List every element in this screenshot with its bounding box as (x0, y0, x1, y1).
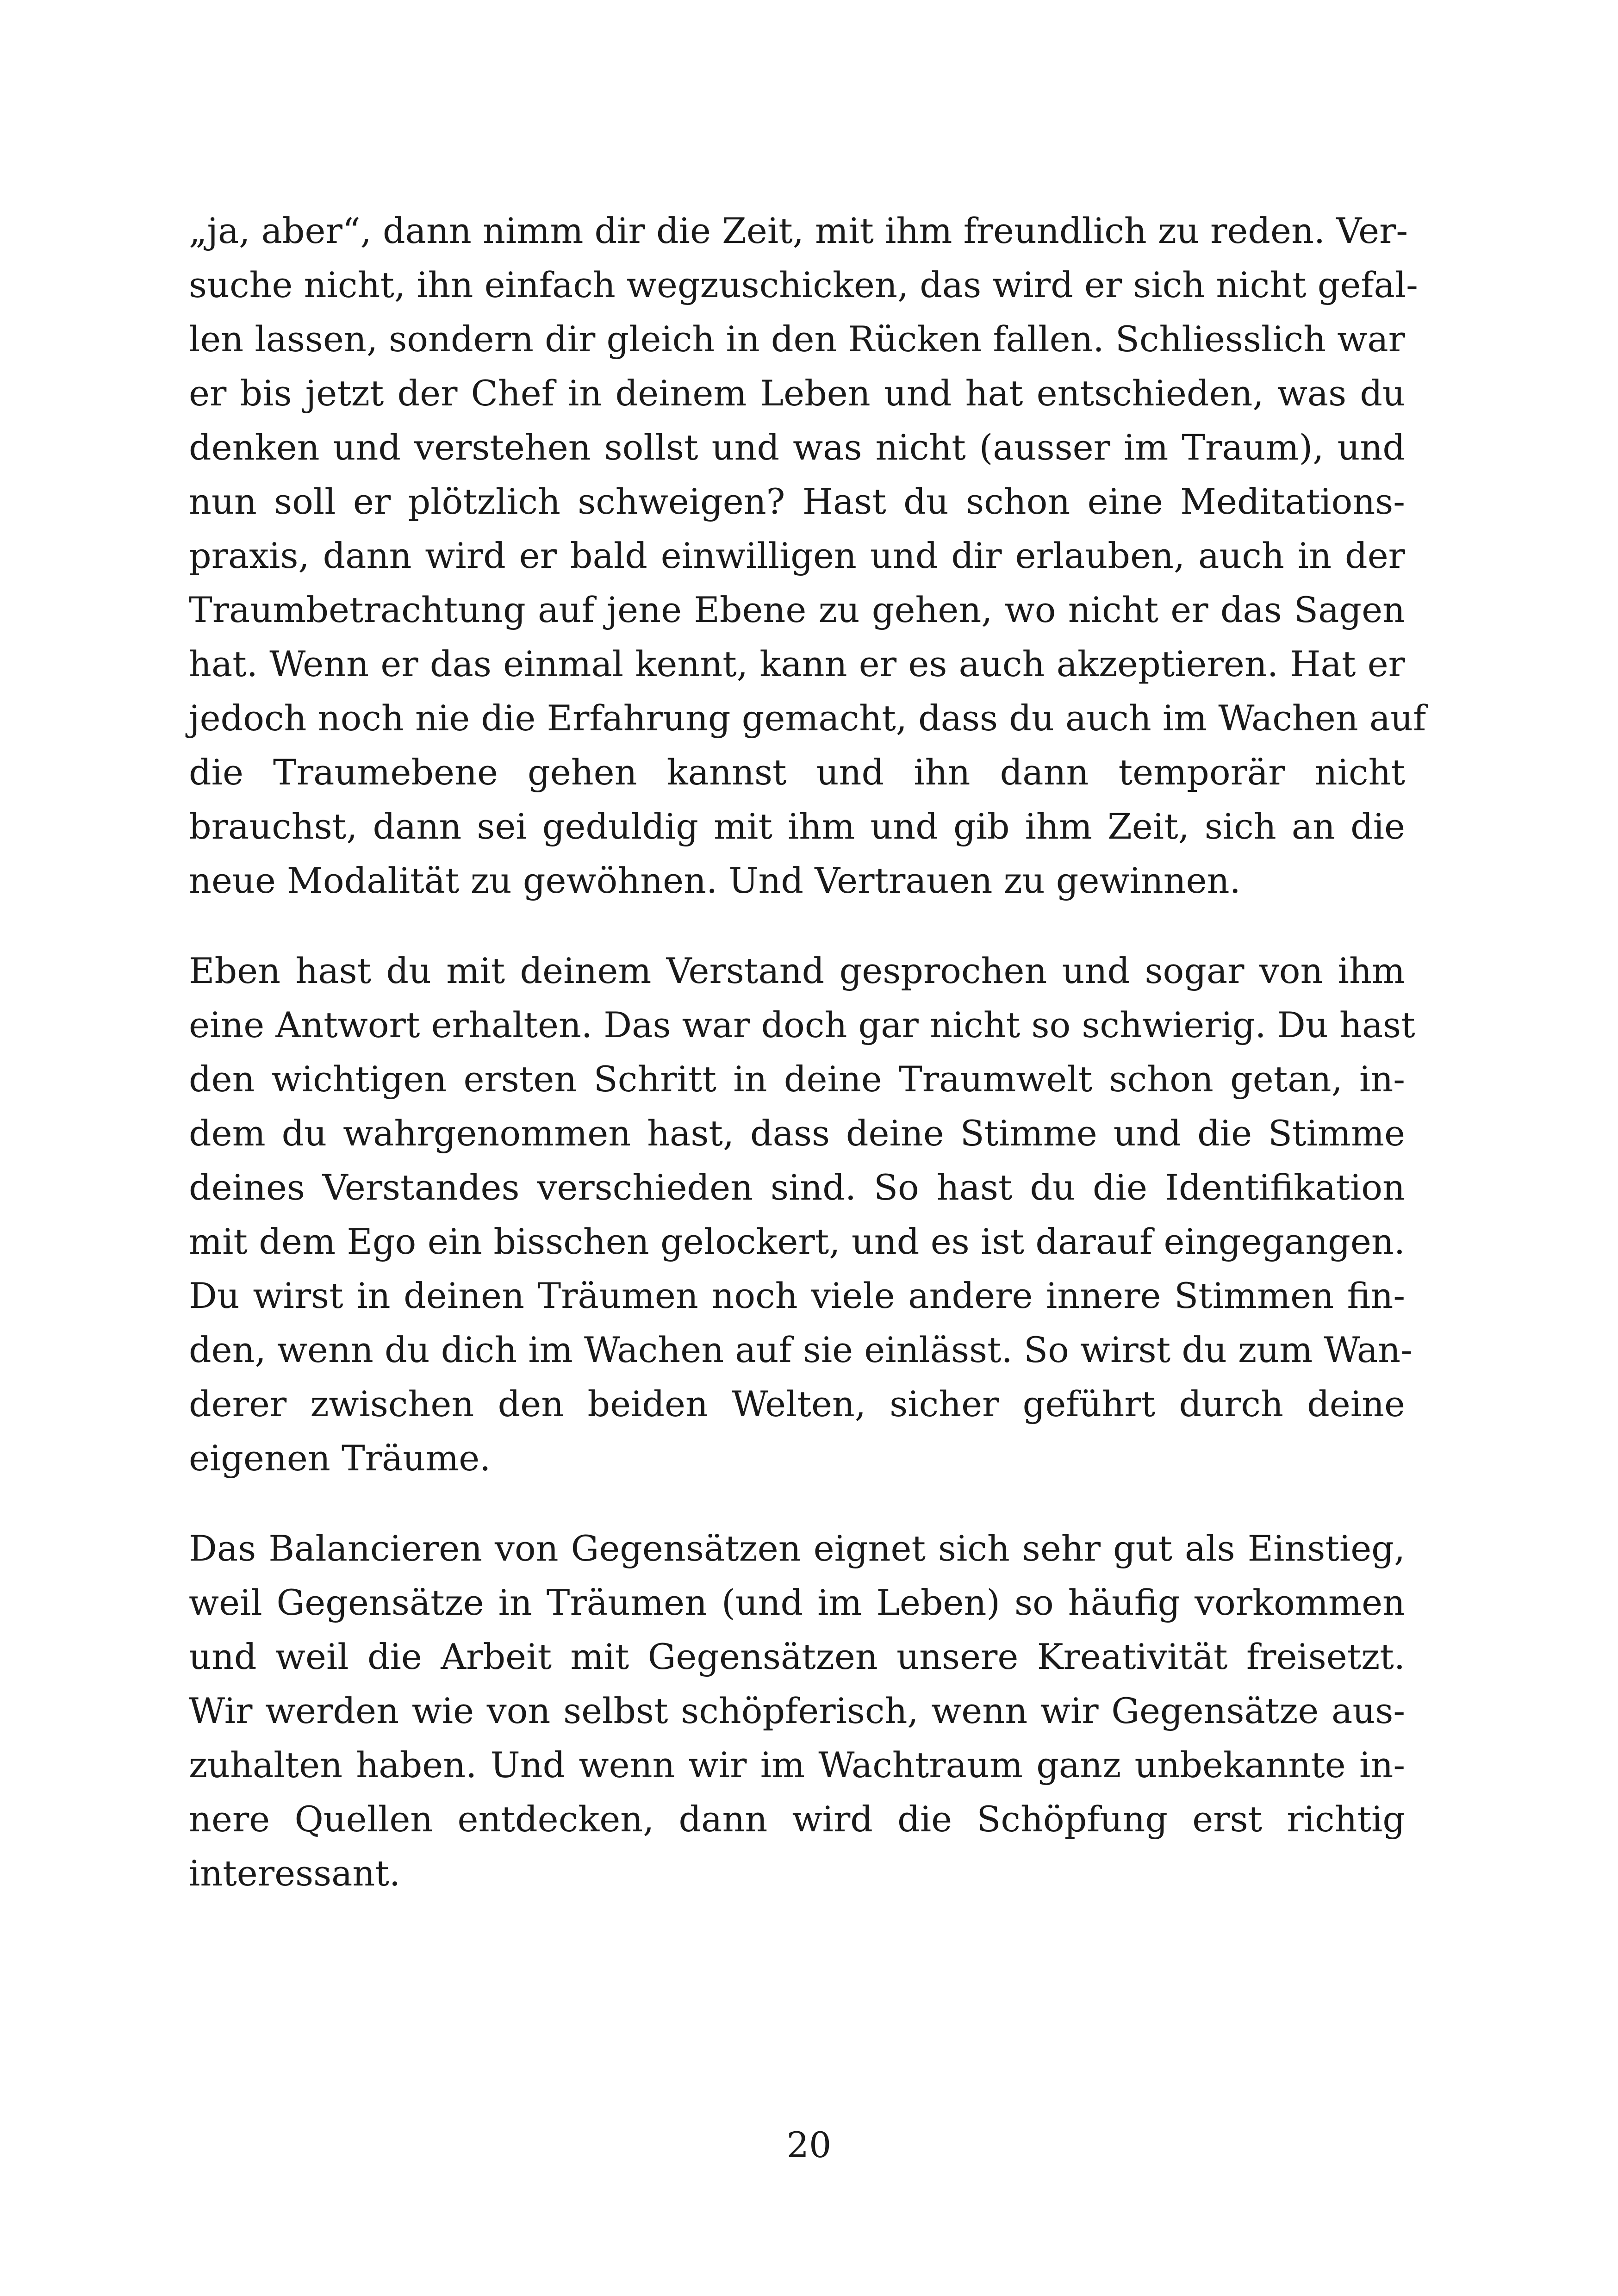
text-line: eigenen Träume. (189, 1437, 491, 1479)
text-line: den wichtigen ersten Schritt in deine Traumwelt schon getan, in- (189, 1058, 1405, 1100)
text-line: deines Verstandes verschieden sind. So hast du die Identifikation (189, 1167, 1405, 1208)
text-line: die Traumebene gehen kannst und ihn dann temporär nicht (189, 752, 1405, 793)
text-line: derer zwischen den beiden Welten, sicher geführt durch deine (189, 1383, 1405, 1425)
text-line: Traumbetrachtung auf jene Ebene zu gehen, wo nicht er das Sagen (189, 589, 1405, 630)
text-line: Eben hast du mit deinem Verstand gesprochen und sogar von ihm (189, 950, 1405, 991)
text-line: praxis, dann wird er bald einwilligen und dir erlauben, auch in der (189, 535, 1405, 576)
page-number: 20 (786, 2124, 832, 2165)
body-text (189, 204, 1426, 1936)
text-line: suche nicht, ihn einfach wegzuschicken, das wird er sich nicht gefal- (189, 264, 1418, 305)
text-line: er bis jetzt der Chef in deinem Leben und hat entschieden, was du (189, 373, 1405, 414)
text-line: den, wenn du dich im Wachen auf sie einlässt. So wirst du zum Wan- (189, 1329, 1413, 1370)
text-line: jedoch noch nie die Erfahrung gemacht, dass du auch im Wachen auf (189, 697, 1426, 739)
text-line: weil Gegensätze in Träumen (und im Leben) so häufig vorkommen (189, 1582, 1405, 1623)
text-line: denken und verstehen sollst und was nicht (ausser im Traum), und (189, 427, 1405, 468)
text-line: hat. Wenn er das einmal kennt, kann er es auch akzeptieren. Hat er (189, 643, 1405, 684)
text-line: dem du wahrgenommen hast, dass deine Stimme und die Stimme (189, 1113, 1405, 1154)
paragraph-1 (189, 204, 1426, 908)
text-line: nun soll er plötzlich schweigen? Hast du schon eine Meditations- (189, 481, 1405, 522)
text-line: „ja, aber“, dann nimm dir die Zeit, mit ihm freundlich zu reden. Ver- (189, 210, 1408, 251)
text-line: eine Antwort erhalten. Das war doch gar nicht so schwierig. Du hast (189, 1004, 1415, 1045)
text-line: len lassen, sondern dir gleich in den Rücken fallen. Schliesslich war (189, 318, 1405, 360)
text-line: und weil die Arbeit mit Gegensätzen unsere Kreativität freisetzt. (189, 1636, 1405, 1677)
text-line: interessant. (189, 1853, 401, 1894)
text-line: mit dem Ego ein bisschen gelockert, und es ist darauf eingegangen. (189, 1221, 1405, 1262)
text-line: nere Quellen entdecken, dann wird die Schöpfung erst richtig (189, 1798, 1405, 1840)
paragraph-3 (189, 1521, 1405, 1900)
paragraph-2 (189, 944, 1415, 1485)
text-line: Das Balancieren von Gegensätzen eignet sich sehr gut als Einstieg, (189, 1528, 1405, 1569)
text-line: Du wirst in deinen Träumen noch viele andere innere Stimmen fin- (189, 1275, 1405, 1316)
text-line: Wir werden wie von selbst schöpferisch, wenn wir Gegensätze aus- (189, 1690, 1405, 1731)
text-line: zuhalten haben. Und wenn wir im Wachtraum ganz unbekannte in- (189, 1744, 1405, 1786)
text-line: brauchst, dann sei geduldig mit ihm und gib ihm Zeit, sich an die (189, 806, 1405, 847)
text-line: neue Modalität zu gewöhnen. Und Vertrauen zu gewinnen. (189, 860, 1241, 901)
